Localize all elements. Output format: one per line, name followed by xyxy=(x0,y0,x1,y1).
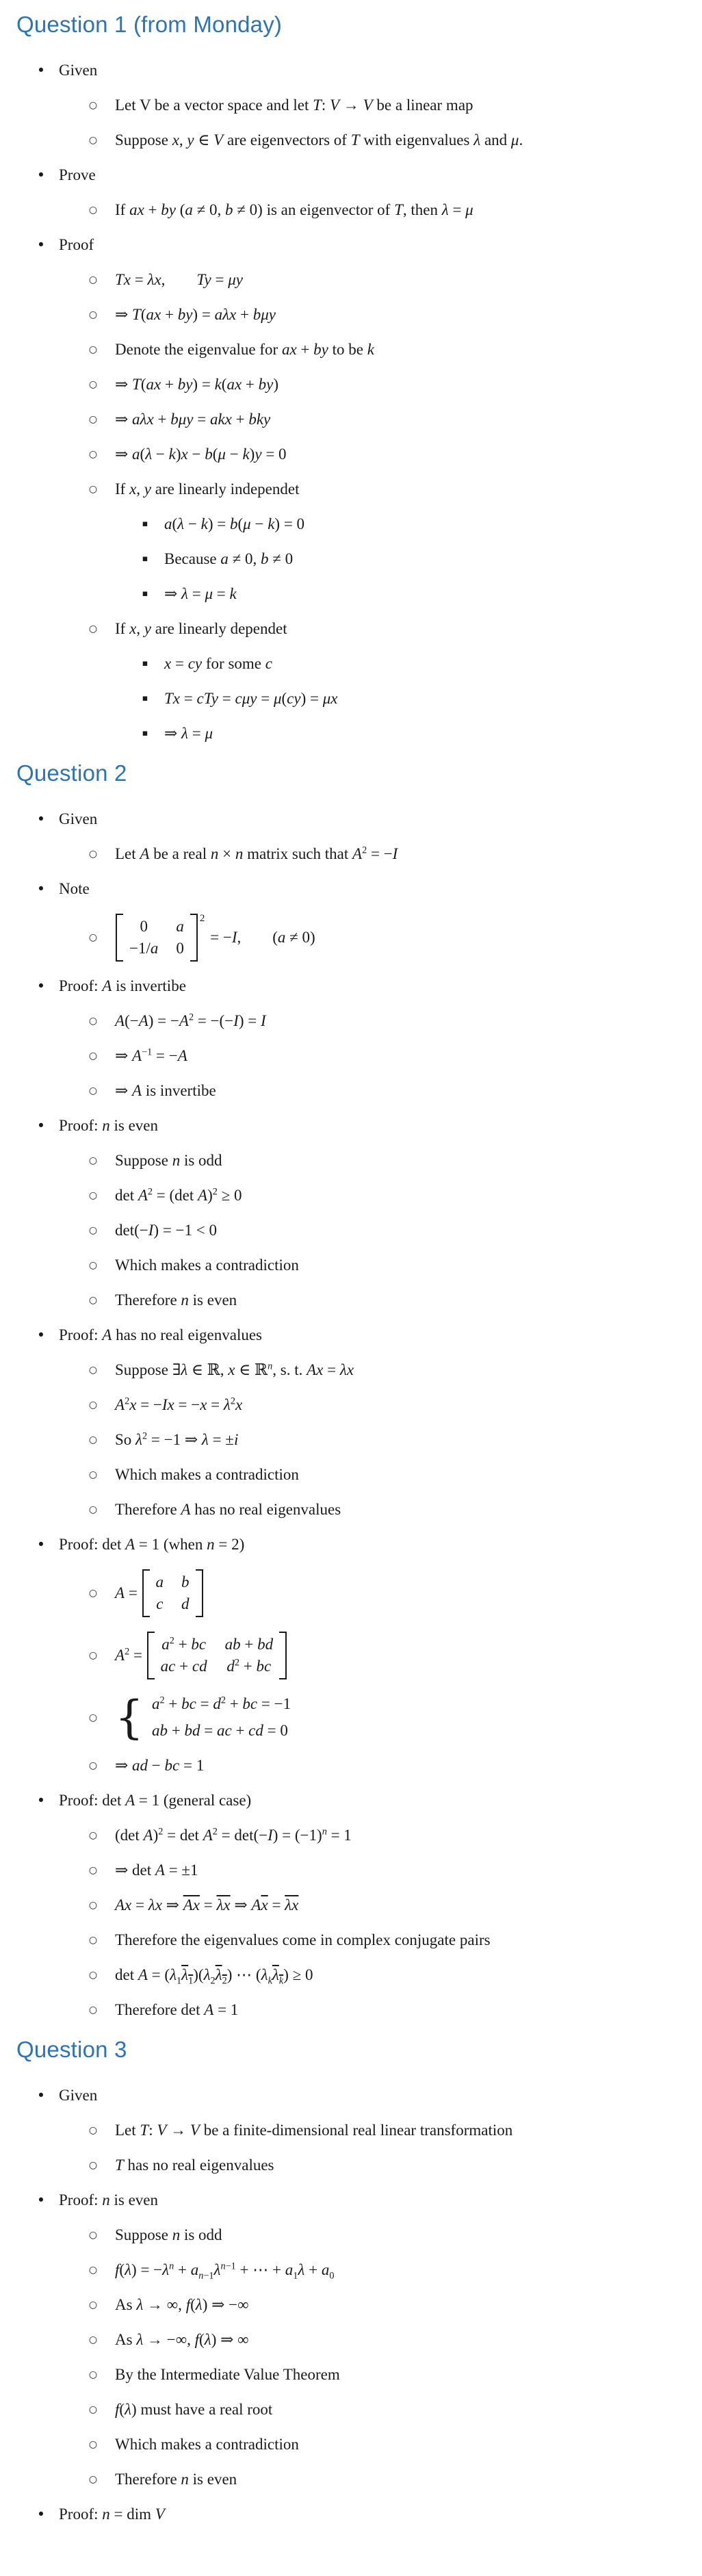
bullet-icon: ▪ xyxy=(142,519,148,529)
bullet-icon: ○ xyxy=(88,2230,98,2241)
outline-item[interactable] xyxy=(0,1965,702,1985)
outline-item[interactable] xyxy=(0,879,702,899)
outline-item[interactable] xyxy=(0,2469,702,2490)
matrix-cells xyxy=(153,1569,192,1617)
outline-item[interactable] xyxy=(0,2155,702,2176)
item-text: Which makes a contradiction xyxy=(115,1466,299,1483)
equation-system xyxy=(115,1690,291,1744)
bullet-icon: ○ xyxy=(88,1865,98,1876)
item-text: ⇒ T(ax + by) = k(ax + by) xyxy=(115,376,279,393)
section-heading[interactable]: Question 3 xyxy=(16,2037,127,2062)
system-line: $a^2$ + bc = $d^2$ + bc = −1 xyxy=(152,1695,291,1712)
bullet-icon: ○ xyxy=(88,2334,98,2345)
bullet-icon: ○ xyxy=(88,2439,98,2450)
item-text: Therefore A has no real eigenvalues xyxy=(115,1501,341,1518)
bullet-icon: • xyxy=(36,1792,46,1809)
item-text: $\det A = (\lambda_1\lambda_1)(\lambda_2\lambda_2)$ ⋯ $(\lambda_k\lambda_k) \ge 0$ xyxy=(115,1966,313,1987)
item-text: Suppose n is odd xyxy=(115,1152,222,1169)
bullet-icon: • xyxy=(36,978,46,994)
outline-item[interactable] xyxy=(0,1430,702,1450)
bullet-icon: ○ xyxy=(88,1588,98,1599)
bullet-icon: ○ xyxy=(88,1155,98,1166)
outline-item[interactable] xyxy=(0,305,702,325)
outline-item[interactable] xyxy=(0,1825,702,1846)
bullet-icon: • xyxy=(36,1327,46,1343)
outline-item[interactable] xyxy=(0,1534,702,1555)
item-text: ⇒ λ = μ xyxy=(164,725,213,742)
outline-item[interactable] xyxy=(0,165,702,185)
item-text: ⇒ A is invertibe xyxy=(115,1082,216,1099)
item-text: Suppose n is odd xyxy=(115,2226,222,2243)
item-text: Therefore n is even xyxy=(115,1291,237,1309)
item-text: det(−I) = −1 < 0 xyxy=(115,1222,217,1239)
bullet-icon: ○ xyxy=(88,484,98,495)
outline-item[interactable] xyxy=(0,1465,702,1485)
item-text xyxy=(115,1635,287,1675)
matrix-left-bracket xyxy=(116,914,123,962)
bullet-icon: • xyxy=(36,2506,46,2523)
matrix-prefix: $A^2$ = xyxy=(115,1646,146,1664)
outline-item[interactable] xyxy=(0,1185,702,1206)
bullet-icon: ○ xyxy=(88,1400,98,1411)
outline-item[interactable] xyxy=(0,844,702,864)
item-text: Prove xyxy=(59,166,96,183)
outline-item[interactable] xyxy=(0,1325,702,1345)
item-text: Proof: n is even xyxy=(59,1117,159,1134)
item-text: T has no real eigenvalues xyxy=(115,2156,274,2174)
outline-item[interactable] xyxy=(0,1755,702,1776)
bullet-icon: ○ xyxy=(88,932,98,943)
bullet-icon: ○ xyxy=(88,1900,98,1911)
outline-item[interactable] xyxy=(0,1499,702,1520)
item-text: If x, y are linearly dependet xyxy=(115,620,287,637)
outline-item[interactable] xyxy=(0,1116,702,1136)
item-text: Proof: det A = 1 (general case) xyxy=(59,1792,252,1809)
outline-item[interactable] xyxy=(0,976,702,996)
bullet-icon: • xyxy=(36,2192,46,2208)
item-text: Denote the eigenvalue for ax + by to be k xyxy=(115,341,374,358)
matrix-cell: 0 xyxy=(140,918,148,935)
outline-item[interactable] xyxy=(0,1569,702,1617)
outline-item[interactable] xyxy=(0,1930,702,1950)
outline-item[interactable] xyxy=(0,1290,702,1311)
bullet-icon: ○ xyxy=(88,1085,98,1096)
bullet-icon: ○ xyxy=(88,1434,98,1445)
bullet-icon: • xyxy=(36,811,46,827)
item-text: Therefore det A = 1 xyxy=(115,2001,239,2018)
outline-item[interactable] xyxy=(0,1860,702,1881)
bullet-icon: ○ xyxy=(88,1225,98,1236)
item-text: Tx = cTy = cμy = μ(cy) = μx xyxy=(164,690,338,707)
item-text: a(λ − k) = b(μ − k) = 0 xyxy=(164,515,305,532)
item-text: ⇒ aλx + bμy = akx + bky xyxy=(115,411,271,428)
bullet-icon: ○ xyxy=(88,1830,98,1841)
item-text: ⇒ a(λ − k)x − b(μ − k)y = 0 xyxy=(115,446,287,463)
item-text: Proof: det A = 1 (when n = 2) xyxy=(59,1536,245,1553)
item-text: ⇒ det A = ±1 xyxy=(115,1862,198,1879)
item-text: Let A be a real n × n matrix such that $A^2 = -I$ xyxy=(115,845,398,862)
item-text: As λ → ∞, f(λ) ⇒ −∞ xyxy=(115,2296,249,2313)
item-text: Let V be a vector space and let T: V → V be a linear map xyxy=(115,96,473,114)
bullet-icon: ○ xyxy=(88,1469,98,1480)
item-text xyxy=(115,913,315,957)
matrix-right-bracket xyxy=(196,1569,203,1617)
item-text: Proof: n = dim V xyxy=(59,2506,165,2523)
bullet-icon: ○ xyxy=(88,1365,98,1376)
item-text: If ax + by (a ≠ 0, b ≠ 0) is an eigenvector of T, then λ = μ xyxy=(115,201,473,218)
item-text: Given xyxy=(59,62,98,79)
bullet-icon: ○ xyxy=(88,1504,98,1515)
item-text: Note xyxy=(59,880,90,897)
bullet-icon: ○ xyxy=(88,623,98,634)
bullet-icon: ○ xyxy=(88,344,98,355)
item-text: Therefore n is even xyxy=(115,2471,237,2488)
outline-item[interactable] xyxy=(0,1895,702,1916)
item-text: By the Intermediate Value Theorem xyxy=(115,2366,340,2383)
outline-item[interactable] xyxy=(0,270,702,290)
item-text: f(λ) must have a real root xyxy=(115,2401,273,2418)
item-text: If x, y are linearly independet xyxy=(115,480,300,498)
matrix-expression xyxy=(115,1632,287,1679)
section-heading[interactable]: Question 1 (from Monday) xyxy=(16,12,283,37)
bullet-icon: ○ xyxy=(88,1051,98,1061)
item-text: Proof: n is even xyxy=(59,2191,159,2208)
bullet-icon: • xyxy=(36,2087,46,2104)
bullet-icon: ▪ xyxy=(142,658,148,669)
outline-item[interactable] xyxy=(0,1220,702,1241)
bullet-icon: ○ xyxy=(88,1970,98,1981)
matrix-cell: $a^2$ + bc xyxy=(161,1635,207,1653)
item-text: ⇒ λ = μ = k xyxy=(164,585,237,602)
outline-item[interactable] xyxy=(0,60,702,81)
item-text: Given xyxy=(59,2087,98,2104)
outline-item[interactable] xyxy=(0,619,702,639)
outline-item[interactable] xyxy=(0,2434,702,2455)
matrix-cell: $d^2$ + bc xyxy=(226,1657,272,1675)
outline-item[interactable] xyxy=(0,2295,702,2315)
bullet-icon: ○ xyxy=(88,379,98,390)
outline-item[interactable] xyxy=(0,1632,702,1679)
bullet-icon: ○ xyxy=(88,1190,98,1201)
item-text: Which makes a contradiction xyxy=(115,1257,299,1274)
matrix-left-bracket xyxy=(142,1569,150,1617)
outline-item[interactable] xyxy=(0,130,702,151)
matrix-suffix: = −I, (a ≠ 0) xyxy=(206,929,315,946)
bullet-icon: ○ xyxy=(88,274,98,285)
bullet-icon: ○ xyxy=(88,2369,98,2380)
bullet-icon: ○ xyxy=(88,2125,98,2136)
system-line: ab + bd = ac + cd = 0 xyxy=(152,1722,288,1739)
item-text: $A^2x = -Ix = -x = \lambda^2x$ xyxy=(115,1395,243,1413)
outline-item[interactable] xyxy=(0,2365,702,2385)
outline-item[interactable] xyxy=(0,654,702,674)
outline-item[interactable] xyxy=(0,409,702,430)
outline-item[interactable] xyxy=(0,479,702,500)
item-text: $A(-A) = -A^2 = -(-I) = I$ xyxy=(115,1012,266,1029)
bullet-icon: ○ xyxy=(88,309,98,320)
outline-item[interactable] xyxy=(0,95,702,116)
item-text xyxy=(115,1690,291,1744)
item-text: Because a ≠ 0, b ≠ 0 xyxy=(164,550,294,567)
matrix-expression xyxy=(115,1569,204,1617)
matrix-prefix: A = xyxy=(115,1584,142,1601)
outline-item[interactable] xyxy=(0,2260,702,2280)
bullet-icon: • xyxy=(36,1118,46,1134)
bullet-icon: ○ xyxy=(88,205,98,216)
matrix-cells xyxy=(127,914,187,962)
outline-item[interactable] xyxy=(0,2330,702,2350)
outline-item[interactable] xyxy=(0,444,702,465)
item-text: $f(\lambda) = -\lambda^n + a_{n-1}\lambda^{n-1}$ + ⋯ + $a_1\lambda + a_0$ xyxy=(115,2261,335,2282)
outline-item[interactable] xyxy=(0,809,702,829)
outline-item[interactable] xyxy=(0,1255,702,1276)
matrix-cell: −1/a xyxy=(129,940,159,957)
outline-item[interactable] xyxy=(0,339,702,360)
outline-item[interactable] xyxy=(0,514,702,534)
matrix-right-bracket xyxy=(190,914,198,962)
bullet-icon: ○ xyxy=(88,449,98,460)
item-text: Suppose ∃λ ∈ ℝ, x ∈ ℝ$^n$, s. t. Ax = λx xyxy=(115,1361,354,1378)
matrix-left-bracket xyxy=(147,1632,155,1679)
item-text: $\det A^2 = (\det$ A)$^2$ ≥ 0 xyxy=(115,1186,242,1204)
outline-item[interactable] xyxy=(0,1046,702,1066)
matrix-cell: a xyxy=(176,918,184,935)
matrix-right-bracket xyxy=(279,1632,287,1679)
outline-item[interactable] xyxy=(0,1395,702,1415)
section-heading[interactable]: Question 2 xyxy=(16,760,127,786)
item-text: Ax = λx ⇒ $\overline{Ax} = \overline{\lambda x}$ ⇒ $A\overline{x} = \overline{\lambda}\overline{x}$ xyxy=(115,1896,299,1914)
outline-item[interactable] xyxy=(0,235,702,255)
outline-item[interactable] xyxy=(0,1690,702,1744)
outline-item[interactable] xyxy=(0,1150,702,1171)
matrix xyxy=(142,1569,203,1617)
bullet-icon: • xyxy=(36,62,46,79)
item-text: Given xyxy=(59,810,98,827)
outline-item[interactable] xyxy=(0,2120,702,2141)
item-text: So $\lambda^2 = -1$ ⇒ λ = ±i xyxy=(115,1430,239,1448)
outline-item[interactable] xyxy=(0,584,702,604)
outline-item[interactable] xyxy=(0,1011,702,1031)
bullet-icon: • xyxy=(36,167,46,183)
bullet-icon: ○ xyxy=(88,1760,98,1771)
outline-item[interactable] xyxy=(0,723,702,744)
item-text: (det $A)^2 = \det A^2 = \det(-I) = (-1)^n = 1$ xyxy=(115,1826,352,1844)
bullet-icon: ○ xyxy=(88,100,98,111)
item-text xyxy=(115,1573,204,1612)
item-text: Tx = λx, Ty = μy xyxy=(115,271,243,288)
outline-item[interactable] xyxy=(0,1360,702,1380)
matrix xyxy=(147,1632,287,1679)
bullet-icon: ○ xyxy=(88,1295,98,1306)
bullet-icon: ○ xyxy=(88,2404,98,2415)
outline-item[interactable] xyxy=(0,2504,702,2525)
item-text: Proof xyxy=(59,236,94,253)
matrix-cell: b xyxy=(181,1573,190,1590)
item-text: ⇒ $A^{-1} = -A$ xyxy=(115,1046,187,1064)
item-text: x = cy for some c xyxy=(164,655,272,672)
matrix-cell: a xyxy=(155,1573,164,1590)
bullet-icon: • xyxy=(36,881,46,897)
item-text: As λ → −∞, f(λ) ⇒ ∞ xyxy=(115,2331,249,2348)
matrix-expression xyxy=(115,914,315,962)
bullet-icon: ▪ xyxy=(142,554,148,564)
item-text: ⇒ T(ax + by) = aλx + bμy xyxy=(115,306,276,323)
bullet-icon: ○ xyxy=(88,414,98,425)
matrix-cell: c xyxy=(156,1595,164,1612)
outline-item[interactable] xyxy=(0,1081,702,1101)
matrix-cell: d xyxy=(181,1595,190,1612)
matrix-exponent: 2 xyxy=(199,913,205,924)
bullet-icon: ○ xyxy=(88,849,98,860)
item-text: Therefore the eigenvalues come in complex conjugate pairs xyxy=(115,1931,491,1948)
bullet-icon: ○ xyxy=(88,135,98,146)
bullet-icon: ○ xyxy=(88,2160,98,2171)
outline-item[interactable] xyxy=(0,2000,702,2020)
item-text: Suppose x, y ∈ V are eigenvectors of T with eigenvalues λ and μ. xyxy=(115,131,523,149)
bullet-icon: ○ xyxy=(88,1650,98,1661)
bullet-icon: ○ xyxy=(88,2265,98,2276)
bullet-icon: ○ xyxy=(88,1016,98,1027)
bullet-icon: ○ xyxy=(88,2005,98,2015)
matrix-cell: 0 xyxy=(176,940,184,957)
matrix-cells xyxy=(158,1632,276,1679)
bullet-icon: ▪ xyxy=(142,589,148,599)
system-brace: { xyxy=(115,1690,144,1744)
bullet-icon: • xyxy=(36,237,46,253)
bullet-icon: ○ xyxy=(88,1712,98,1723)
bullet-icon: ○ xyxy=(88,1260,98,1271)
outline-item[interactable] xyxy=(0,1790,702,1811)
matrix-cell: ab + bd xyxy=(224,1636,274,1653)
bullet-icon: ○ xyxy=(88,1935,98,1946)
outline-item[interactable] xyxy=(0,914,702,962)
matrix xyxy=(116,914,198,962)
item-text: Which makes a contradiction xyxy=(115,2436,299,2453)
matrix-cell: ac + cd xyxy=(160,1658,207,1675)
item-text: Proof: A is invertibe xyxy=(59,977,186,994)
bullet-icon: ▪ xyxy=(142,693,148,704)
outline-item[interactable] xyxy=(0,2399,702,2420)
item-text: Proof: A has no real eigenvalues xyxy=(59,1326,263,1343)
item-text: ⇒ ad − bc = 1 xyxy=(115,1757,205,1774)
bullet-icon: ▪ xyxy=(142,728,148,738)
outline-item[interactable] xyxy=(0,549,702,569)
bullet-icon: • xyxy=(36,1536,46,1553)
system-lines xyxy=(152,1694,291,1741)
item-text: Let T: V → V be a finite-dimensional real linear transformation xyxy=(115,2122,513,2139)
outline-item[interactable] xyxy=(0,2190,702,2211)
outline-item[interactable] xyxy=(0,200,702,220)
outline-item[interactable] xyxy=(0,2085,702,2106)
outline-item[interactable] xyxy=(0,688,702,709)
bullet-icon: ○ xyxy=(88,2300,98,2310)
outline-item[interactable] xyxy=(0,2225,702,2245)
bullet-icon: ○ xyxy=(88,2474,98,2485)
outline-item[interactable] xyxy=(0,374,702,395)
